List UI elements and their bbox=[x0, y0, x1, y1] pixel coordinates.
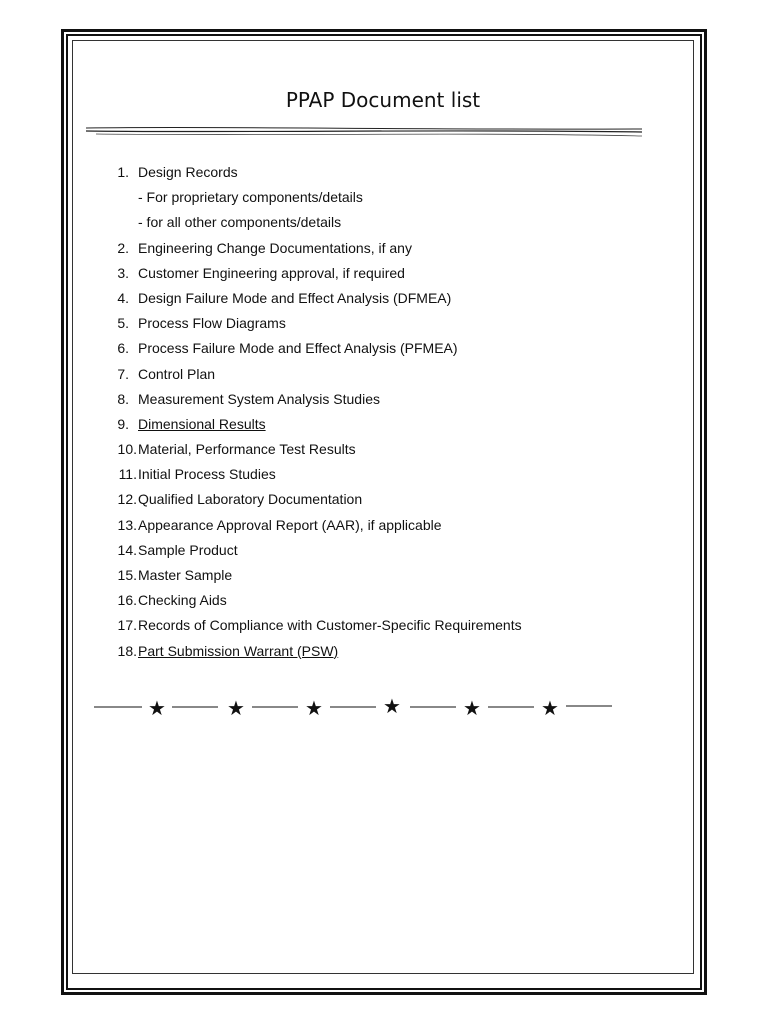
list-item bbox=[100, 313, 660, 338]
item-text: Master Sample bbox=[138, 567, 233, 583]
item-text: Control Plan bbox=[138, 365, 216, 382]
item-text: Measurement System Analysis Studies bbox=[138, 390, 380, 407]
list-subitem bbox=[100, 187, 660, 212]
list-item bbox=[100, 162, 660, 187]
item-number: 4. bbox=[117, 289, 129, 306]
document-list bbox=[100, 162, 660, 666]
list-item bbox=[100, 238, 660, 263]
item-text: Engineering Change Documentations, if any bbox=[138, 239, 412, 256]
item-text: Part Submission Warrant (PSW) bbox=[138, 642, 339, 659]
star-icon: ★ bbox=[305, 696, 323, 720]
item-text: Process Flow Diagrams bbox=[138, 315, 286, 332]
item-number: 5. bbox=[117, 315, 129, 332]
item-number: 1. bbox=[117, 164, 129, 180]
item-text: Customer Engineering approval, if required bbox=[138, 264, 405, 281]
item-text: - For proprietary components/details bbox=[138, 189, 363, 206]
item-number: 2. bbox=[117, 239, 129, 256]
item-number: 13. bbox=[117, 516, 137, 533]
title-divider bbox=[86, 124, 642, 140]
item-text: Qualified Laboratory Documentation bbox=[138, 491, 363, 508]
star-icon: ★ bbox=[383, 694, 401, 718]
item-number: 7. bbox=[117, 365, 129, 382]
item-text: Design Records bbox=[138, 164, 238, 180]
item-number: 9. bbox=[117, 415, 129, 432]
item-text: Material, Performance Test Results bbox=[138, 441, 356, 458]
item-number: 17. bbox=[117, 617, 137, 634]
list-item bbox=[100, 540, 660, 565]
item-text: Design Failure Mode and Effect Analysis (DFMEA) bbox=[138, 289, 452, 306]
item-text: Process Failure Mode and Effect Analysis (PFMEA) bbox=[138, 340, 458, 357]
page-title: PPAP Document list bbox=[285, 88, 481, 112]
item-text: Dimensional Results bbox=[138, 415, 266, 432]
list-item bbox=[100, 615, 660, 640]
list-item bbox=[100, 288, 660, 313]
star-divider bbox=[94, 694, 614, 720]
list-item bbox=[100, 590, 660, 615]
item-number: 15. bbox=[117, 567, 137, 583]
star-icon: ★ bbox=[227, 696, 245, 720]
list-item bbox=[100, 489, 660, 514]
list-item bbox=[100, 414, 660, 439]
list-item bbox=[100, 439, 660, 464]
item-number: 11. bbox=[118, 466, 137, 483]
list-item bbox=[100, 641, 660, 666]
item-number: 6. bbox=[117, 340, 129, 357]
item-text: Records of Compliance with Customer-Specific Requirements bbox=[138, 617, 522, 634]
star-icon: ★ bbox=[148, 696, 166, 720]
item-number: 16. bbox=[117, 592, 137, 609]
item-number: 10. bbox=[117, 441, 137, 458]
item-text: Checking Aids bbox=[138, 592, 227, 609]
item-text: Sample Product bbox=[138, 541, 238, 558]
list-item bbox=[100, 565, 660, 590]
item-number: 14. bbox=[117, 541, 137, 558]
list-item bbox=[100, 515, 660, 540]
item-number: 12. bbox=[117, 491, 137, 508]
list-item bbox=[100, 464, 660, 489]
item-text: Initial Process Studies bbox=[138, 466, 276, 483]
list-item bbox=[100, 389, 660, 414]
item-number: 18. bbox=[117, 642, 137, 659]
item-number: 3. bbox=[117, 264, 129, 281]
item-text: - for all other components/details bbox=[138, 214, 342, 231]
star-icon: ★ bbox=[463, 696, 481, 720]
list-subitem bbox=[100, 212, 660, 237]
star-icon: ★ bbox=[541, 696, 559, 720]
list-item bbox=[100, 338, 660, 363]
list-item bbox=[100, 263, 660, 288]
item-text: Appearance Approval Report (AAR), if applicable bbox=[138, 516, 442, 533]
item-number: 8. bbox=[117, 390, 129, 407]
list-item bbox=[100, 364, 660, 389]
